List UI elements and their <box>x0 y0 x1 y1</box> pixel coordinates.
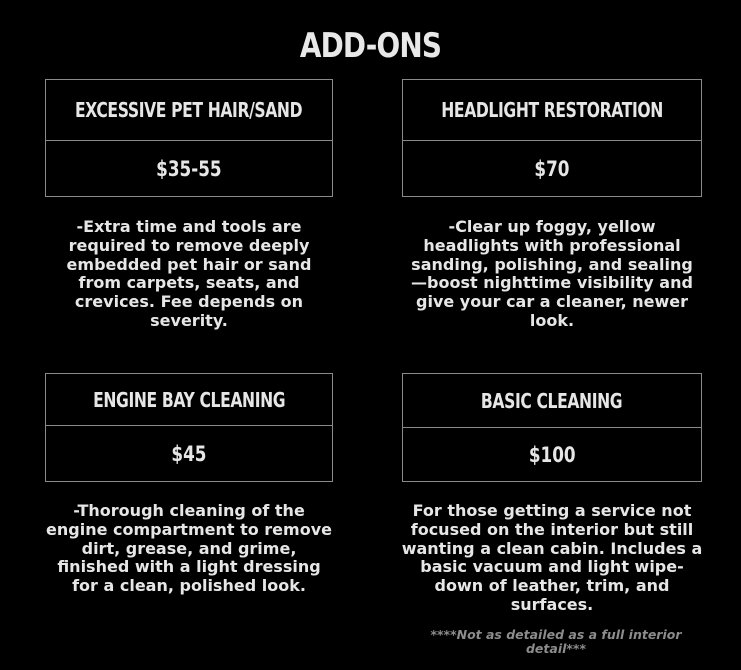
addon-description: -Thorough cleaning of the engine compartment to remove dirt, grease, and grime, finished with a light dressing for a clean, polished look. <box>46 501 332 596</box>
addon-name-row <box>46 374 332 425</box>
addon-price: $45 <box>171 441 207 466</box>
addon-footnote: ****Not as detailed as a full interior detail*** <box>430 627 682 656</box>
addon-description: For those getting a service not focused on the interior but still wanting a clean cabin. Includes a basic vacuum and light wipe-down of leather, trim, and surfaces. <box>401 501 703 614</box>
addon-name-row <box>403 80 701 140</box>
addon-price: $35-55 <box>156 156 222 181</box>
addon-description: -Clear up foggy, yellow headlights with professional sanding, polishing, and sealing—boost nighttime visibility and give your car a cleaner, newer look. <box>411 217 693 330</box>
addon-card-headlight <box>402 79 702 197</box>
addon-price-row <box>403 140 701 196</box>
addon-description: -Extra time and tools are required to remove deeply embedded pet hair or sand from carpets, seats, and crevices. Fee depends on severity. <box>66 217 312 330</box>
addon-name: ENGINE BAY CLEANING <box>92 387 286 412</box>
addon-card-pet-hair <box>45 79 333 197</box>
addon-name: HEADLIGHT RESTORATION <box>441 98 663 122</box>
addon-price-row <box>46 425 332 481</box>
addon-price-row <box>46 140 332 196</box>
addon-name-row <box>403 374 701 427</box>
addon-card-engine-bay <box>45 373 333 482</box>
addon-name-row <box>46 80 332 140</box>
addon-name: EXCESSIVE PET HAIR/SAND <box>75 98 303 122</box>
addon-price-row <box>403 427 701 481</box>
page-title: ADD-ONS <box>299 26 442 66</box>
addon-price: $100 <box>528 442 576 467</box>
addon-price: $70 <box>534 156 570 181</box>
addon-card-basic-cleaning <box>402 373 702 482</box>
addon-name: BASIC CLEANING <box>481 388 623 413</box>
